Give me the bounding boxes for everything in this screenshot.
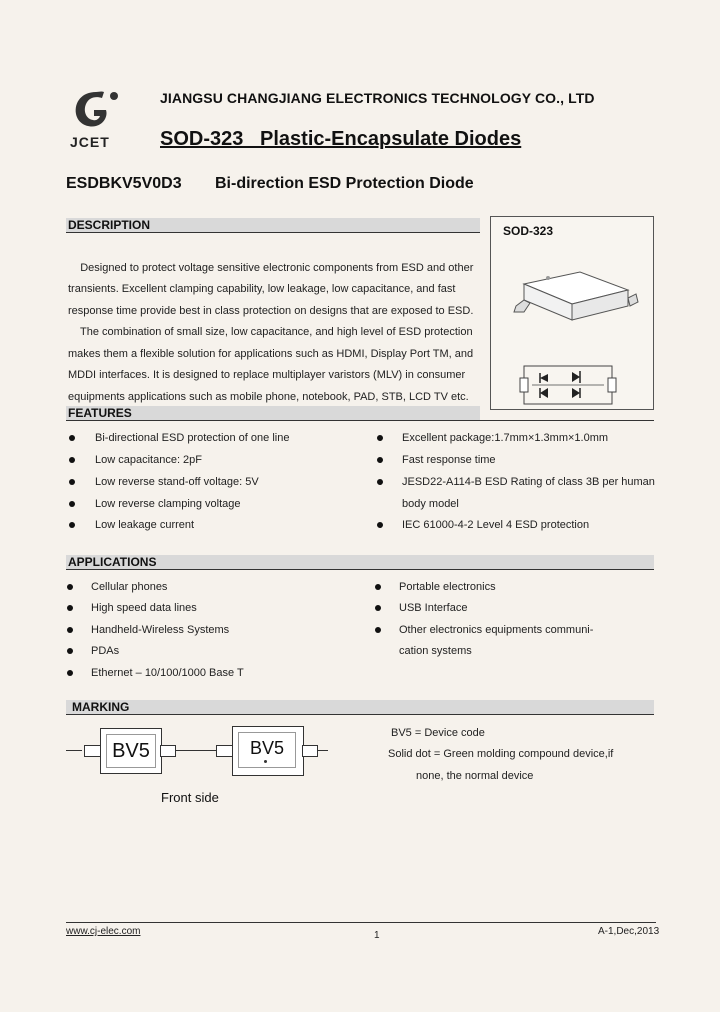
bullet-icon [67, 605, 73, 611]
application-item: Portable electronics [399, 581, 496, 593]
marking-note: BV5 = Device code [391, 727, 485, 739]
part-number: ESDBKV5V0D3 [66, 175, 182, 192]
footer-link[interactable]: www.cj-elec.com [66, 926, 141, 937]
application-item: USB Interface [399, 602, 468, 614]
features-heading: FEATURES [66, 406, 480, 420]
bullet-icon [375, 584, 381, 590]
part-description: Bi-direction ESD Protection Diode [215, 175, 474, 192]
application-item: Ethernet – 10/100/1000 Base T [91, 667, 244, 679]
marking-code: BV5 [106, 734, 156, 768]
feature-item: Fast response time [402, 454, 496, 466]
page-number: 1 [374, 930, 380, 941]
feature-item: body model [402, 498, 459, 510]
circuit-symbol [518, 362, 618, 413]
description-text [68, 236, 488, 430]
description-line: makes them a flexible solution for applications such as HDMI, Display Port TM, and [68, 347, 474, 360]
description-line: transients. Excellent clamping capability, low leakage, low capacitance, and fast [68, 283, 456, 295]
description-line: The combination of small size, low capacitance, and high level of ESD protection [68, 326, 473, 338]
feature-item: JESD22-A114-B ESD Rating of class 3B per human [402, 476, 655, 488]
marking-rule [66, 714, 654, 715]
bullet-icon [67, 627, 73, 633]
applications-rule [66, 569, 654, 570]
marking-heading: MARKING [66, 700, 654, 714]
marking-diagram-2 [212, 726, 328, 774]
description-rule [66, 232, 480, 233]
logo-text: JCET [70, 134, 110, 150]
document-title: SOD-323 Plastic-Encapsulate Diodes [160, 128, 522, 150]
feature-item: Low leakage current [95, 519, 195, 531]
features-rule [66, 420, 654, 421]
footer-rule [66, 922, 656, 923]
applications-heading: APPLICATIONS [66, 555, 654, 569]
bullet-icon [69, 501, 75, 507]
bullet-icon [377, 522, 383, 528]
bullet-icon [69, 457, 75, 463]
application-item: cation systems [399, 645, 472, 657]
application-item: Cellular phones [91, 581, 168, 593]
package-drawing [510, 262, 640, 339]
application-item: PDAs [91, 645, 120, 657]
solid-dot-icon [264, 760, 267, 763]
description-line: Designed to protect voltage sensitive electronic components from ESD and other [68, 261, 474, 274]
bullet-icon [377, 435, 383, 441]
description-line: equipments applications such as mobile phone, notebook, PAD, STB, LCD TV etc. [68, 390, 469, 403]
marking-diagram-1 [66, 728, 178, 774]
description-line: response time provide best in class protection on designs that are exposed to ESD. [68, 304, 474, 317]
bullet-icon [67, 648, 73, 654]
description-heading: DESCRIPTION [66, 218, 480, 232]
bullet-icon [67, 670, 73, 676]
bullet-icon [69, 435, 75, 441]
feature-item: Low capacitance: 2pF [95, 454, 203, 466]
package-label: SOD-323 [503, 224, 554, 238]
feature-item: Low reverse stand-off voltage: 5V [95, 476, 259, 488]
bullet-icon [69, 522, 75, 528]
company-name: JIANGSU CHANGJIANG ELECTRONICS TECHNOLOGY CO., LTD [160, 90, 595, 106]
feature-item: Bi-directional ESD protection of one line [95, 432, 290, 444]
feature-item: Low reverse clamping voltage [95, 498, 241, 510]
feature-item: IEC 61000-4-2 Level 4 ESD protection [402, 519, 590, 531]
application-item: Other electronics equipments communi- [399, 624, 594, 636]
bullet-icon [67, 584, 73, 590]
feature-item: Excellent package:1.7mm×1.3mm×1.0mm [402, 432, 609, 444]
marking-note: none, the normal device [416, 770, 534, 782]
front-side-label: Front side [161, 790, 219, 805]
application-item: Handheld-Wireless Systems [91, 624, 230, 636]
bullet-icon [377, 479, 383, 485]
marking-code: BV5 [238, 732, 296, 768]
revision-date: A-1,Dec,2013 [598, 926, 660, 937]
company-logo [66, 86, 126, 132]
bullet-icon [377, 457, 383, 463]
marking-note: Solid dot = Green molding compound device,if [388, 748, 614, 760]
bullet-icon [375, 605, 381, 611]
description-line: MDDI interfaces. It is designed to replace multiplayer varistors (MLV) in consumer [68, 369, 466, 381]
bullet-icon [69, 479, 75, 485]
bullet-icon [375, 627, 381, 633]
application-item: High speed data lines [91, 602, 197, 614]
